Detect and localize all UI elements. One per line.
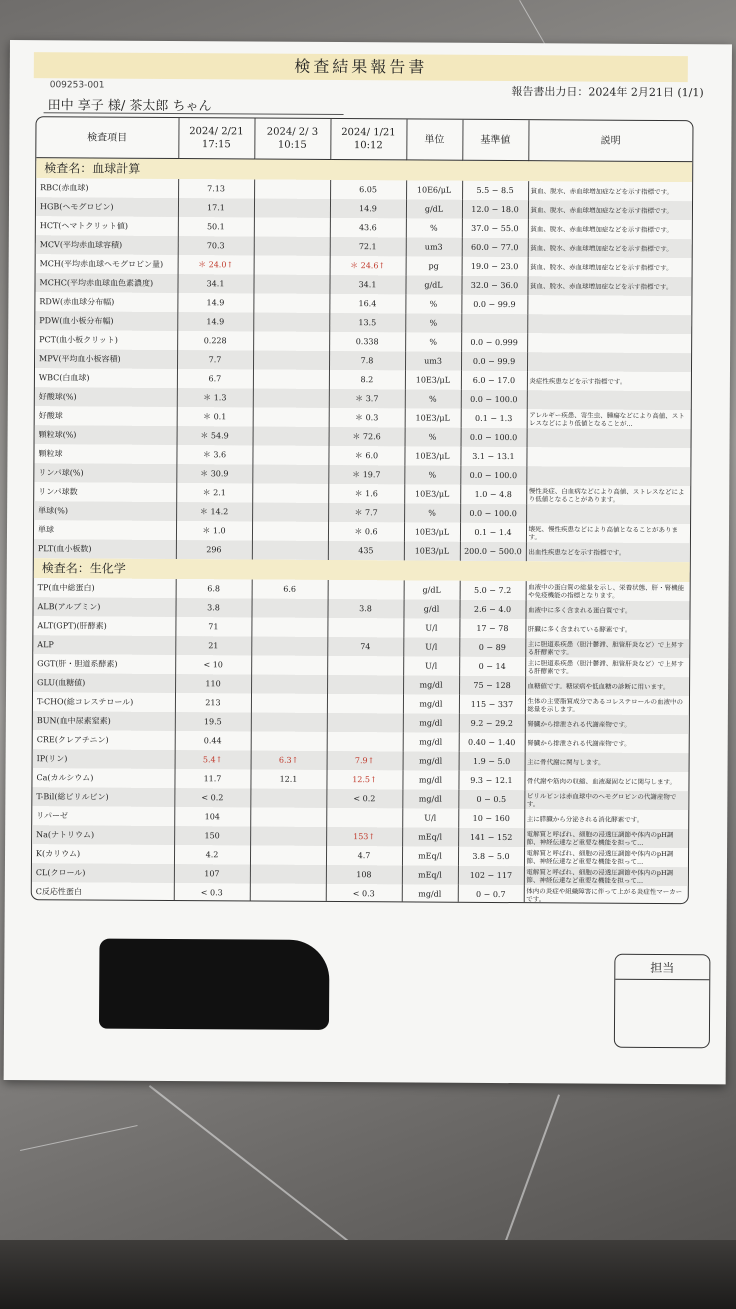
value-2024-01-21: 14.9 <box>330 199 406 218</box>
value-2024-02-03 <box>250 826 326 845</box>
value-2024-02-21: 17.1 <box>178 198 254 217</box>
reference-range: 0.0 − 100.0 <box>460 504 526 523</box>
value-2024-02-21: 5.4↑ <box>175 750 251 769</box>
value-2024-02-03 <box>252 464 328 483</box>
description: 貧血、脱水、赤血球増加症などを示す指標です。 <box>527 276 691 296</box>
value-2024-02-03 <box>250 845 326 864</box>
description: ビリルビンは赤血球中のヘモグロビンの代謝産物です。 <box>524 790 688 810</box>
value-2024-02-03 <box>253 426 329 445</box>
value-2024-02-03 <box>253 369 329 388</box>
value-2024-02-03 <box>254 217 330 236</box>
reference-range: 10 − 160 <box>458 809 524 828</box>
unit: mg/dl <box>403 751 459 770</box>
value-2024-02-21: 110 <box>175 674 251 693</box>
value-2024-02-03 <box>250 807 326 826</box>
unit: mg/dl <box>403 675 459 694</box>
unit: g/dL <box>406 199 462 218</box>
value-2024-01-21: 72.1 <box>330 237 406 256</box>
unit: % <box>405 313 461 332</box>
value-2024-02-21: 14.9 <box>177 312 253 331</box>
reference-range: 1.9 − 5.0 <box>459 752 525 771</box>
value-2024-01-21: 34.1 <box>329 275 405 294</box>
reference-range: 200.0 − 500.0 <box>460 542 526 561</box>
unit: 10E6/μL <box>406 180 462 199</box>
test-name: ALT(GPT)(肝酵素) <box>33 616 175 636</box>
value-2024-02-03 <box>253 312 329 331</box>
unit: mEq/l <box>402 846 458 865</box>
reference-range: 0.0 − 99.9 <box>461 295 527 314</box>
value-2024-01-21: < 0.2 <box>326 789 402 808</box>
reference-range: 60.0 − 77.0 <box>462 238 528 257</box>
reference-range: 102 − 117 <box>458 866 524 885</box>
staff-label: 担当 <box>650 960 675 976</box>
description: 電解質と呼ばれ、細胞の浸透圧調節や体内のpH調節、神経伝達など重要な機能を担って... <box>524 828 688 848</box>
results-table <box>32 117 693 904</box>
unit: 10E3/μL <box>404 522 460 541</box>
table-edge-shadow <box>0 1240 736 1309</box>
value-2024-01-21: 74 <box>327 637 403 656</box>
redacted-area <box>99 939 330 1030</box>
test-name: PCT(血小板クリット) <box>35 330 177 350</box>
reference-range: 3.8 − 5.0 <box>458 847 524 866</box>
unit: mg/dl <box>402 770 458 789</box>
value-2024-02-03 <box>250 883 326 902</box>
value-2024-01-21: 7.9↑ <box>327 751 403 770</box>
value-2024-02-03 <box>253 331 329 350</box>
value-2024-01-21: 7.8 <box>329 351 405 370</box>
reference-range: 5.5 − 8.5 <box>462 181 528 200</box>
reference-range: 12.0 − 18.0 <box>462 200 528 219</box>
unit: mEq/l <box>402 865 458 884</box>
column-header: 2024/ 1/21 10:12 <box>330 119 406 160</box>
description <box>527 295 691 315</box>
results-table-frame <box>31 116 694 904</box>
description <box>527 390 691 410</box>
description <box>527 333 691 353</box>
test-name: IP(リン) <box>33 749 175 769</box>
unit: pg <box>406 256 462 275</box>
value-2024-02-21: < 0.2 <box>174 788 250 807</box>
value-2024-01-21: 3.8 <box>327 599 403 618</box>
value-2024-01-21 <box>327 713 403 732</box>
value-2024-01-21: ＊ 0.6 <box>328 522 404 541</box>
value-2024-02-03 <box>254 198 330 217</box>
value-2024-01-21: 4.7 <box>326 846 402 865</box>
description: 主に胆道系疾患（胆汁鬱滞、胆管肝炎など）で上昇する肝酵素です。 <box>527 658 684 675</box>
test-name: CRE(クレアチニン) <box>33 730 175 750</box>
unit: U/l <box>403 656 459 675</box>
value-2024-02-21: ＊ 1.3 <box>177 388 253 407</box>
unit: % <box>405 332 461 351</box>
unit: um3 <box>405 351 461 370</box>
value-2024-02-21: 70.3 <box>178 236 254 255</box>
test-name: ALB(アルブミン) <box>33 597 175 617</box>
value-2024-01-21: 153↑ <box>326 827 402 846</box>
value-2024-02-03 <box>251 693 327 712</box>
test-name: PLT(血小板数) <box>34 539 176 559</box>
table-row <box>32 882 688 904</box>
value-2024-02-21: 6.8 <box>176 579 252 598</box>
test-name: MCHC(平均赤血球血色素濃度) <box>35 273 177 293</box>
report-paper <box>4 40 732 1084</box>
value-2024-01-21: 435 <box>328 541 404 560</box>
column-header: 2024/ 2/ 3 10:15 <box>254 118 330 159</box>
value-2024-01-21 <box>326 808 402 827</box>
test-name: CL(クロール) <box>32 863 174 883</box>
report-title: 検査結果報告書 <box>34 52 688 82</box>
unit: 10E3/μL <box>404 446 460 465</box>
description: 血糖値です。糖尿病や低血糖の診断に用います。 <box>525 676 689 696</box>
reference-range: 32.0 − 36.0 <box>461 276 527 295</box>
unit: 10E3/μL <box>405 408 461 427</box>
reference-range: 3.1 − 13.1 <box>460 447 526 466</box>
description: 貧血、脱水、赤血球増加症などを示す指標です。 <box>528 200 692 220</box>
value-2024-02-21: 104 <box>174 807 250 826</box>
description: 生体の主要脂質成分であるコレステロールの血液中の総量を示します。 <box>527 696 684 713</box>
reference-range: 115 − 337 <box>459 695 525 714</box>
reference-range: 75 − 128 <box>459 676 525 695</box>
description <box>526 447 690 467</box>
value-2024-02-03 <box>253 407 329 426</box>
value-2024-01-21 <box>328 580 404 599</box>
value-2024-01-21 <box>327 675 403 694</box>
value-2024-02-03 <box>251 655 327 674</box>
value-2024-02-21: ＊ 1.0 <box>176 521 252 540</box>
value-2024-02-03 <box>252 445 328 464</box>
reference-range: 0.0 − 100.0 <box>460 466 526 485</box>
value-2024-02-21: 50.1 <box>178 217 254 236</box>
reference-range: 37.0 − 55.0 <box>462 219 528 238</box>
reference-range: 5.0 − 7.2 <box>460 581 526 600</box>
value-2024-01-21: 6.05 <box>330 180 406 199</box>
column-header: 基準値 <box>462 120 528 161</box>
test-name: RBC(赤血球) <box>36 178 178 198</box>
description: 腎臓から排泄される代謝産物です。 <box>527 738 631 748</box>
value-2024-02-03 <box>252 521 328 540</box>
test-name: 単球(%) <box>34 501 176 521</box>
value-2024-02-03 <box>250 864 326 883</box>
value-2024-01-21: ＊ 7.7 <box>328 503 404 522</box>
value-2024-01-21: 8.2 <box>329 370 405 389</box>
reference-range: 1.0 − 4.8 <box>460 485 526 504</box>
value-2024-02-21: 7.7 <box>177 350 253 369</box>
value-2024-02-03 <box>253 350 329 369</box>
unit: g/dL <box>405 275 461 294</box>
test-name: T-CHO(総コレステロール) <box>33 692 175 712</box>
test-name: MCV(平均赤血球容積) <box>36 235 178 255</box>
value-2024-02-03 <box>251 636 327 655</box>
value-2024-02-03 <box>251 712 327 731</box>
value-2024-01-21 <box>327 618 403 637</box>
test-name: リパーゼ <box>32 806 174 826</box>
value-2024-02-21: 19.5 <box>175 712 251 731</box>
description: 骨代謝や筋肉の収縮、血液凝固などに関与します。 <box>526 776 676 786</box>
value-2024-02-21: < 10 <box>175 655 251 674</box>
value-2024-01-21: 16.4 <box>329 294 405 313</box>
value-2024-01-21: ＊ 0.3 <box>329 408 405 427</box>
test-name: リンパ球(%) <box>34 463 176 483</box>
unit: U/l <box>403 618 459 637</box>
test-name: HGB(ヘモグロビン) <box>36 197 178 217</box>
unit: % <box>404 465 460 484</box>
value-2024-02-03 <box>254 255 330 274</box>
value-2024-02-03: 6.3↑ <box>251 750 327 769</box>
value-2024-02-21: ＊ 2.1 <box>176 483 252 502</box>
value-2024-01-21 <box>327 694 403 713</box>
value-2024-02-03 <box>252 540 328 559</box>
unit: mEq/l <box>402 827 458 846</box>
description <box>527 428 691 448</box>
value-2024-02-03 <box>250 788 326 807</box>
value-2024-02-03 <box>251 731 327 750</box>
value-2024-01-21 <box>327 732 403 751</box>
unit: U/l <box>403 637 459 656</box>
value-2024-01-21 <box>327 656 403 675</box>
value-2024-01-21: 0.338 <box>329 332 405 351</box>
section-title: 検査名：血球計算 <box>36 158 692 183</box>
value-2024-02-03: 6.6 <box>252 579 328 598</box>
reference-range: 0 − 0.5 <box>458 790 524 809</box>
test-name: HCT(ヘマトクリット値) <box>36 216 178 236</box>
value-2024-02-21: 107 <box>174 864 250 883</box>
value-2024-02-21: 7.13 <box>178 179 254 198</box>
value-2024-02-21: ＊ 54.9 <box>177 426 253 445</box>
unit: mg/dl <box>402 789 458 808</box>
column-header: 2024/ 2/21 17:15 <box>178 118 254 159</box>
test-name: BUN(血中尿素窒素) <box>33 711 175 731</box>
test-name: MCH(平均赤血球ヘモグロビン量) <box>36 254 178 274</box>
unit: mg/dl <box>403 732 459 751</box>
value-2024-01-21: ＊ 1.6 <box>328 484 404 503</box>
description: 壊死、慢性疾患などにより高値となることがあります。 <box>528 524 679 541</box>
test-name: Ca(カルシウム) <box>32 768 174 788</box>
reference-range: 0.40 − 1.40 <box>459 733 525 752</box>
unit: % <box>404 503 460 522</box>
test-name: WBC(白血球) <box>35 368 177 388</box>
value-2024-02-03 <box>254 179 330 198</box>
description: 電解質と呼ばれ、細胞の浸透圧調節や体内のpH調節、神経伝達など重要な機能を担って... <box>524 866 688 886</box>
unit: mg/dl <box>403 694 459 713</box>
description: 炎症性疾患などを示す指標です。 <box>529 376 627 386</box>
value-2024-02-21: ＊ 24.0↑ <box>178 255 254 274</box>
value-2024-01-21: 108 <box>326 865 402 884</box>
reference-range: 9.3 − 12.1 <box>458 771 524 790</box>
test-name: PDW(血小板分布幅) <box>35 311 177 331</box>
value-2024-01-21: 12.5↑ <box>326 770 402 789</box>
reference-range: 17 − 78 <box>459 619 525 638</box>
test-name: 単球 <box>34 520 176 540</box>
description: 肝臓に多く含まれている酵素です。 <box>527 624 632 634</box>
value-2024-02-21: ＊ 30.9 <box>176 464 252 483</box>
reference-range: 0.0 − 100.0 <box>461 390 527 409</box>
description <box>526 466 690 486</box>
value-2024-02-03 <box>252 502 328 521</box>
test-name: TP(血中総蛋白) <box>34 578 176 598</box>
value-2024-02-03: 12.1 <box>250 769 326 788</box>
description: 血液中に多く含まれる蛋白質です。 <box>525 600 689 620</box>
test-name: 顆粒球(%) <box>35 425 177 445</box>
patient-name: 田中 享子 様/ 茶太郎 ちゃん <box>47 98 212 115</box>
description <box>526 504 690 524</box>
value-2024-02-21: 4.2 <box>174 845 250 864</box>
test-name: MPV(平均血小板容積) <box>35 349 177 369</box>
reference-range: 0 − 89 <box>459 638 525 657</box>
value-2024-02-21: 3.8 <box>175 598 251 617</box>
reference-range: 2.6 − 4.0 <box>459 600 525 619</box>
column-header: 単位 <box>406 119 462 160</box>
unit: um3 <box>406 237 462 256</box>
test-name: GLU(血糖値) <box>33 673 175 693</box>
description: 体内の炎症や組織障害に伴って上がる炎症性マーカーです。 <box>526 886 683 903</box>
value-2024-02-21: ＊ 14.2 <box>176 502 252 521</box>
description: 貧血、脱水、赤血球増加症などを示す指標です。 <box>530 186 674 196</box>
table-body <box>32 158 693 904</box>
unit: 10E3/μL <box>404 484 460 503</box>
value-2024-02-21: 6.7 <box>177 369 253 388</box>
value-2024-01-21: 43.6 <box>330 218 406 237</box>
table-header <box>36 117 692 162</box>
value-2024-02-21: 150 <box>174 826 250 845</box>
section-title: 検査名：生化学 <box>34 558 690 582</box>
reference-range: 6.0 − 17.0 <box>461 371 527 390</box>
reference-range: 0.1 − 1.3 <box>461 409 527 428</box>
description: 出血性疾患などを示す指標です。 <box>526 542 690 562</box>
unit: % <box>406 218 462 237</box>
reference-range: 9.2 − 29.2 <box>459 714 525 733</box>
value-2024-02-03 <box>251 598 327 617</box>
description: アレルギー疾患、寄生虫、腫瘍などにより高値、ストレスなどにより低値となることが... <box>529 410 685 428</box>
value-2024-02-21: ＊ 3.6 <box>176 445 252 464</box>
value-2024-01-21: 13.5 <box>329 313 405 332</box>
value-2024-02-21: 213 <box>175 693 251 712</box>
value-2024-01-21: ＊ 3.7 <box>329 389 405 408</box>
value-2024-02-03 <box>254 236 330 255</box>
value-2024-02-21: 71 <box>175 617 251 636</box>
value-2024-02-03 <box>253 293 329 312</box>
test-name: K(カリウム) <box>32 844 174 864</box>
description: 貧血、脱水、赤血球増加症などを示す指標です。 <box>528 238 692 258</box>
unit: mg/dl <box>402 884 458 903</box>
description: 血液中の蛋白質の総量を示し、栄養状態、肝・腎機能や免疫機能の指標となります。 <box>528 582 685 600</box>
description: 主に膵臓から分泌される消化酵素です。 <box>526 814 644 824</box>
value-2024-02-03 <box>251 674 327 693</box>
test-name: T-Bil(総ビリルビン) <box>32 787 174 807</box>
value-2024-02-03 <box>251 617 327 636</box>
value-2024-01-21: ＊ 19.7 <box>328 465 404 484</box>
column-header: 検査項目 <box>36 117 178 158</box>
output-date: 報告書出力日：2024年 2月21日 (1/1) <box>511 85 704 100</box>
reference-range: 0.0 − 100.0 <box>461 428 527 447</box>
reference-range: 0 − 14 <box>459 657 525 676</box>
test-name: Na(ナトリウム) <box>32 825 174 845</box>
description: 主に胆道系疾患（胆汁鬱滞、胆管肝炎など）で上昇する肝酵素です。 <box>525 638 689 658</box>
description: 貧血、脱水、赤血球増加症などを示す指標です。 <box>530 262 673 272</box>
value-2024-02-03 <box>253 388 329 407</box>
value-2024-02-21: 0.228 <box>177 331 253 350</box>
name-underline <box>44 112 344 115</box>
description: 貧血、脱水、赤血球増加症などを示す指標です。 <box>530 224 673 234</box>
unit: % <box>405 427 461 446</box>
value-2024-02-21: < 0.3 <box>174 883 250 902</box>
unit: mg/dl <box>403 713 459 732</box>
description: 慢性炎症、白血病などにより高値、ストレスなどにより低値となることがあります。 <box>528 486 685 504</box>
description: 腎臓から排泄される代謝産物です。 <box>525 714 689 734</box>
unit: g/dl <box>403 599 459 618</box>
value-2024-02-21: ＊ 0.1 <box>177 407 253 426</box>
unit: 10E3/μL <box>405 370 461 389</box>
value-2024-02-03 <box>252 483 328 502</box>
value-2024-02-21: 11.7 <box>174 769 250 788</box>
reference-range: 19.0 − 23.0 <box>462 257 528 276</box>
column-header: 説明 <box>528 120 692 162</box>
test-name: リンパ球数 <box>34 482 176 502</box>
unit: g/dL <box>404 580 460 599</box>
value-2024-02-03 <box>253 274 329 293</box>
test-name: 好酸球(%) <box>35 387 177 407</box>
value-2024-02-21: 21 <box>175 636 251 655</box>
test-name: ALP <box>33 635 175 655</box>
staff-divider <box>615 979 709 981</box>
value-2024-01-21: ＊ 72.6 <box>329 427 405 446</box>
unit: U/l <box>402 808 458 827</box>
test-name: GGT(肝・胆道系酵素) <box>33 654 175 674</box>
test-name: RDW(赤血球分布幅) <box>35 292 177 312</box>
reference-range: 0.0 − 99.9 <box>461 352 527 371</box>
reference-range: 0.1 − 1.4 <box>460 523 526 542</box>
description: 電解質と呼ばれ、細胞の浸透圧調節や体内のpH調節、神経伝達など重要な機能を担って... <box>526 848 674 866</box>
test-name: C反応性蛋白 <box>32 882 174 902</box>
value-2024-02-21: 296 <box>176 540 252 559</box>
test-name: 好酸球 <box>35 406 177 426</box>
value-2024-01-21: ＊ 24.6↑ <box>330 256 406 275</box>
value-2024-01-21: < 0.3 <box>326 884 402 903</box>
value-2024-02-21: 0.44 <box>175 731 251 750</box>
reference-range: 0.0 − 0.999 <box>461 333 527 352</box>
reference-range: 0 − 0.7 <box>458 885 524 904</box>
staff-box <box>614 954 711 1049</box>
description: 主に骨代謝に関与します。 <box>525 752 689 772</box>
patient-id: 009253-001 <box>49 80 105 91</box>
test-name: 顆粒球 <box>34 444 176 464</box>
reference-range: 141 − 152 <box>458 828 524 847</box>
unit: 10E3/μL <box>404 541 460 560</box>
value-2024-01-21: ＊ 6.0 <box>328 446 404 465</box>
reference-range <box>461 314 527 333</box>
value-2024-02-21: 34.1 <box>177 274 253 293</box>
value-2024-02-21: 14.9 <box>177 293 253 312</box>
description <box>527 352 691 372</box>
unit: % <box>405 389 461 408</box>
unit: % <box>405 294 461 313</box>
description <box>527 314 691 334</box>
